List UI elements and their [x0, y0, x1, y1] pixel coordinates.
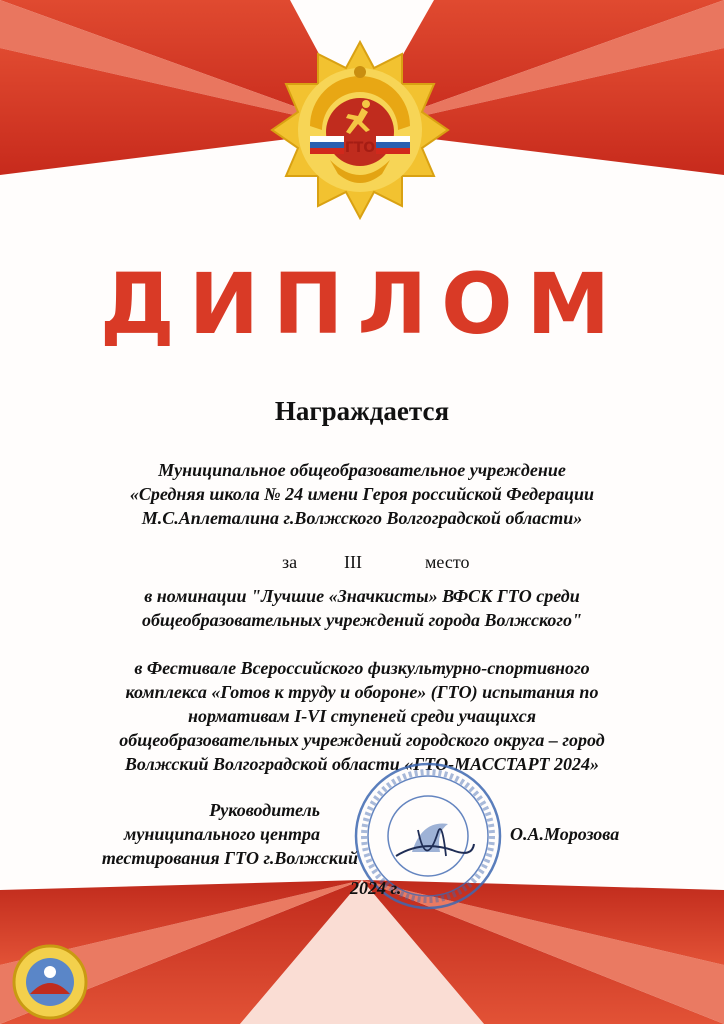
- place-prefix: за: [282, 552, 298, 572]
- gto-emblem: [270, 40, 450, 220]
- signatory-position-2: муниципального центра: [124, 824, 320, 844]
- nomination-line-2: общеобразовательных учреждений города Волжского": [141, 610, 583, 630]
- festival-line-5: Волжский Волгоградской области «ГТО-МАССТАРТ 2024»: [124, 754, 600, 774]
- signatory-name: О.А.Морозова: [510, 824, 620, 844]
- emblem-label: ГТО: [344, 140, 376, 156]
- recipient-line-2: «Средняя школа № 24 имени Героя российской Федерации: [129, 484, 595, 504]
- place-rank: III: [344, 552, 362, 572]
- recipient-line-1: Муниципальное общеобразовательное учреждение: [158, 460, 566, 480]
- nomination-line-1: в номинации "Лучшие «Значкисты» ВФСК ГТО среди: [144, 586, 580, 606]
- signature-year: 2024 г.: [350, 878, 402, 898]
- awarded-heading: Награждается: [274, 396, 450, 426]
- place-suffix: место: [425, 552, 470, 572]
- diploma-title: ДИПЛОМ: [99, 255, 625, 353]
- corner-emblem: [10, 942, 90, 1022]
- signatory-position-3: тестирования ГТО г.Волжский: [101, 848, 358, 868]
- festival-line-3: нормативам I-VI ступеней среди учащихся: [188, 706, 536, 726]
- recipient-line-3: М.С.Аплеталина г.Волжского Волгоградской области»: [141, 508, 583, 528]
- festival-line-1: в Фестивале Всероссийского физкультурно-спортивного: [134, 658, 590, 678]
- festival-line-4: общеобразовательных учреждений городского округа – город: [119, 730, 605, 750]
- signatory-position-1: Руководитель: [209, 800, 320, 820]
- festival-line-2: комплекса «Готов к труду и обороне» (ГТО) испытания по: [125, 682, 599, 702]
